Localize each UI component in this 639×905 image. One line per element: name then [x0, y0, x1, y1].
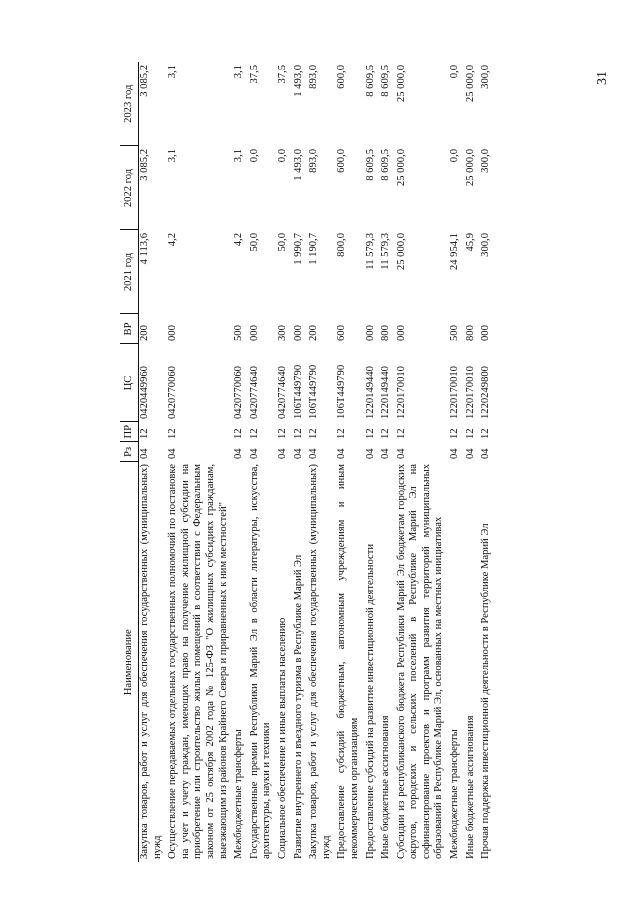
header-vr: ВР: [120, 314, 139, 344]
row-vr: 200: [139, 325, 150, 341]
row-2021: 50,0: [248, 233, 260, 252]
table-header: [120, 62, 139, 862]
row-cs: 1220149440: [364, 366, 376, 419]
row-2023: 300,0: [480, 65, 492, 89]
table-row: [246, 62, 274, 862]
row-cs: 0420449960: [139, 366, 150, 419]
page-number: 31: [595, 71, 610, 85]
row-2022: 600,0: [336, 149, 348, 173]
row-2021: 11 579,3: [380, 233, 392, 270]
row-name: Межбюджетные трансферты: [449, 729, 461, 859]
table-row: [305, 62, 333, 862]
table-row: [362, 62, 378, 862]
budget-table-sheet: [120, 62, 590, 862]
row-2021: 45,9: [464, 233, 476, 252]
row-rz: 04: [233, 448, 245, 459]
header-2021: 2021 год: [120, 230, 139, 314]
row-pr: 12: [480, 428, 492, 439]
row-rz: 04: [308, 448, 320, 459]
row-2022: 300,0: [480, 149, 492, 173]
table-row: [393, 62, 446, 862]
row-vr: 300: [276, 325, 288, 341]
row-cs: 0420774640: [276, 366, 288, 419]
row-name: Осуществление передаваемых отдельных государственных полномочий по постановке на учет и учету граждан, имеющих право на получение жилищной субсидии на приобретение или строительство жилых помещений в соответствии с Федеральным законом от 25 октября 2002 года № 125-ФЗ "О жилищных субсидиях гражданам, выезжающим из районов Крайнего Севера и приравненных к ним местностей": [167, 464, 229, 859]
row-vr: 500: [449, 325, 461, 341]
row-2022: 893,0: [308, 149, 320, 173]
row-2022: 8 609,5: [380, 149, 392, 181]
table-row: [377, 62, 393, 862]
row-rz: 04: [167, 448, 179, 459]
row-pr: 12: [233, 428, 245, 439]
row-name: Государственные премии Республики Марий Эл в области литературы, искусства, архитектуры, науки и техники: [248, 464, 273, 859]
row-vr: 000: [480, 325, 492, 341]
table-row: [164, 62, 230, 862]
table-row: [477, 62, 493, 862]
row-vr: 000: [167, 325, 179, 341]
row-2021: 11 579,3: [364, 233, 376, 270]
row-2023: 37,5: [248, 65, 260, 84]
row-2022: 0,0: [248, 149, 260, 163]
row-vr: 000: [248, 325, 260, 341]
row-rz: 04: [464, 448, 476, 459]
row-rz: 04: [364, 448, 376, 459]
row-name: Иные бюджетные ассигнования: [380, 715, 392, 859]
row-2021: 4 113,6: [139, 233, 150, 265]
row-rz: 04: [276, 448, 288, 459]
row-rz: 04: [292, 448, 304, 459]
row-2022: 3,1: [167, 149, 179, 163]
row-pr: 12: [364, 428, 376, 439]
row-2022: 3,1: [233, 149, 245, 163]
row-cs: 106Т449790: [308, 364, 320, 419]
row-name: Развитие внутреннего и въездного туризма в Республике Марий Эл: [292, 554, 304, 859]
row-cs: 1220170010: [464, 366, 476, 419]
row-pr: 12: [292, 428, 304, 439]
row-name: Прочая поддержка инвестиционной деятельности в Республике Марий Эл: [480, 523, 492, 859]
row-2021: 50,0: [276, 233, 288, 252]
row-name: Иные бюджетные ассигнования: [464, 715, 476, 859]
row-name: Межбюджетные трансферты: [233, 729, 245, 859]
row-2023: 8 609,5: [364, 65, 376, 97]
budget-table: [120, 62, 493, 862]
row-cs: 106Т449790: [292, 364, 304, 419]
row-2023: 3,1: [233, 65, 245, 79]
row-2023: 600,0: [336, 65, 348, 89]
row-2021: 800,0: [336, 233, 348, 257]
table-row: [446, 62, 462, 862]
header-cs: ЦС: [120, 344, 139, 422]
row-cs: 1220170010: [395, 366, 407, 419]
row-2021: 300,0: [480, 233, 492, 257]
row-pr: 12: [139, 428, 150, 439]
row-2023: 0,0: [449, 65, 461, 79]
row-pr: 12: [308, 428, 320, 439]
row-2021: 24 954,1: [449, 233, 461, 271]
row-2021: 25 000,0: [395, 233, 407, 271]
row-pr: 12: [336, 428, 348, 439]
row-2023: 1 493,0: [292, 65, 304, 97]
row-2023: 25 000,0: [464, 65, 476, 103]
row-name: Социальное обеспечение и иные выплаты населению: [276, 617, 288, 859]
table-body: [139, 62, 493, 862]
row-name: Предоставление субсидий на развитие инвестиционной деятельности: [364, 543, 376, 859]
row-2021: 4,2: [233, 233, 245, 247]
row-cs: 1220170010: [449, 366, 461, 419]
row-vr: 800: [464, 325, 476, 341]
header-2022: 2022 год: [120, 146, 139, 230]
table-row: [462, 62, 478, 862]
row-rz: 04: [380, 448, 392, 459]
row-cs: 0420770060: [233, 366, 245, 419]
header-rz: Рз: [120, 442, 139, 462]
row-rz: 04: [139, 448, 150, 459]
table-row: [333, 62, 361, 862]
row-name: Предоставление субсидий бюджетным, автономным учреждениям и иным некоммерческим организациям: [336, 464, 360, 859]
row-cs: 106Т449790: [336, 364, 348, 419]
row-vr: 800: [380, 325, 392, 341]
row-pr: 12: [167, 428, 179, 439]
header-name: Наименование: [120, 462, 139, 862]
row-2022: 3 085,2: [139, 149, 150, 181]
row-vr: 000: [292, 325, 304, 341]
row-cs: 1220149440: [380, 366, 392, 419]
row-cs: 1220249800: [480, 366, 492, 419]
row-2022: 0,0: [276, 149, 288, 163]
row-2022: 25 000,0: [395, 149, 407, 187]
header-pr: ПР: [120, 422, 139, 442]
row-2023: 25 000,0: [395, 65, 407, 103]
row-vr: 200: [308, 325, 320, 341]
row-vr: 000: [395, 325, 407, 341]
row-2023: 3 085,2: [139, 65, 150, 97]
row-name: Субсидии из республиканского бюджета Республики Марий Эл бюджетам городских округов, городских и сельских поселений в Республике Марий Эл на софинансирование проектов и программ развития территорий муниципальных образований в Республике Марий Эл, основанных на местных инициативах: [395, 464, 445, 859]
row-pr: 12: [464, 428, 476, 439]
row-rz: 04: [248, 448, 260, 459]
row-2022: 25 000,0: [464, 149, 476, 187]
row-vr: 600: [336, 325, 348, 341]
table-row: [274, 62, 290, 862]
row-vr: 000: [364, 325, 376, 341]
row-pr: 12: [380, 428, 392, 439]
row-rz: 04: [395, 448, 407, 459]
row-vr: 500: [233, 325, 245, 341]
row-2021: 1 190,7: [308, 233, 320, 265]
row-pr: 12: [449, 428, 461, 439]
row-2022: 1 493,0: [292, 149, 304, 181]
table-row: [230, 62, 246, 862]
row-2023: 893,0: [308, 65, 320, 89]
table-row: [290, 62, 306, 862]
row-name: Закупка товаров, работ и услуг для обеспечения государственных (муниципальных) нужд: [139, 464, 163, 859]
row-2021: 4,2: [167, 233, 179, 247]
row-2022: 8 609,5: [364, 149, 376, 181]
table-row: [139, 62, 165, 862]
row-name: Закупка товаров, работ и услуг для обеспечения государственных (муниципальных) нужд: [308, 464, 332, 859]
row-2023: 8 609,5: [380, 65, 392, 97]
row-2023: 37,5: [276, 65, 288, 84]
header-2023: 2023 год: [120, 62, 139, 146]
row-pr: 12: [395, 428, 407, 439]
row-cs: 0420774640: [248, 366, 260, 419]
row-rz: 04: [449, 448, 461, 459]
row-2022: 0,0: [449, 149, 461, 163]
row-2021: 1 990,7: [292, 233, 304, 265]
row-cs: 0420770060: [167, 366, 179, 419]
row-2023: 3,1: [167, 65, 179, 79]
row-pr: 12: [276, 428, 288, 439]
row-rz: 04: [480, 448, 492, 459]
row-pr: 12: [248, 428, 260, 439]
row-rz: 04: [336, 448, 348, 459]
